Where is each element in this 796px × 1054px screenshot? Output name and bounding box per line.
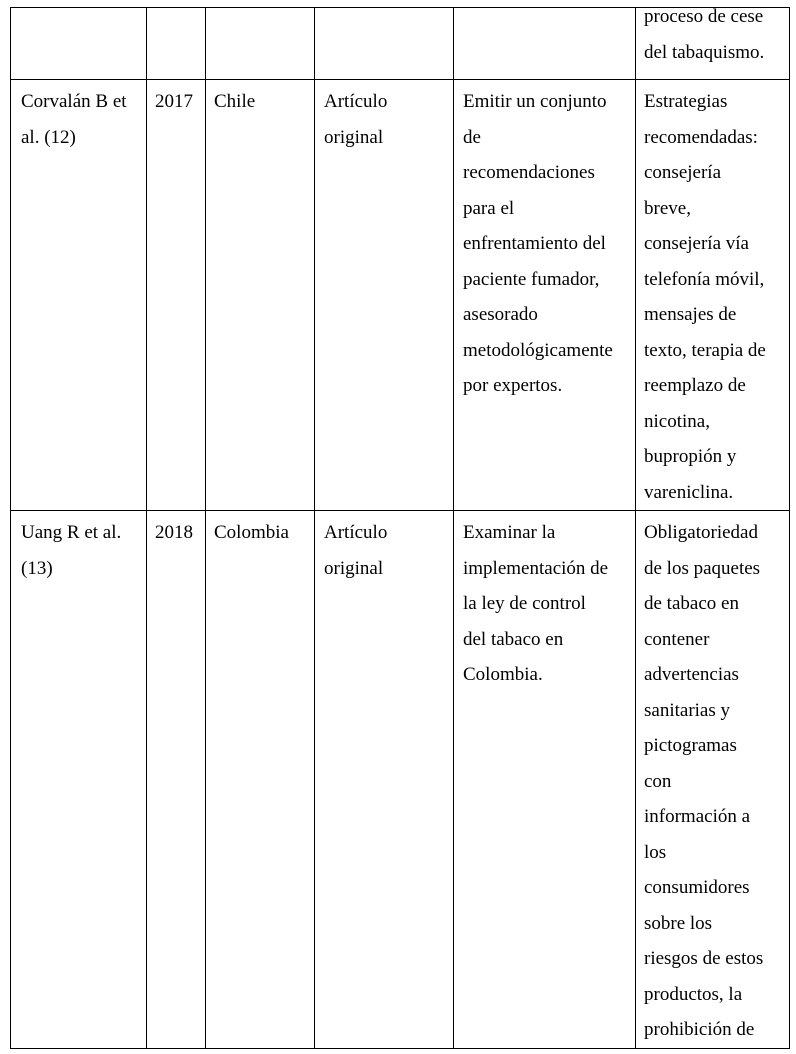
year-value: 2018: [155, 522, 193, 543]
objective-cell: [454, 8, 636, 80]
results-line: sobre los: [644, 912, 713, 934]
results-line: prohibición de: [644, 1019, 755, 1040]
objective-line: recomendaciones: [463, 162, 595, 183]
results-line: riesgos de estos: [644, 948, 764, 969]
results-line: breve,: [644, 197, 691, 219]
results-line: de tabaco en: [644, 593, 739, 614]
table-row: [11, 8, 790, 80]
study-type-cell: [315, 80, 454, 511]
objective-line: enfrentamiento del: [463, 233, 606, 254]
author-cell: [11, 8, 147, 80]
results-line: pictogramas: [644, 735, 737, 756]
table-row: [11, 80, 790, 511]
results-line: de los paquetes: [644, 557, 761, 579]
results-line: sanitarias y: [644, 699, 731, 721]
author-cell: [11, 80, 147, 511]
year-value: 2017: [155, 91, 193, 112]
year-cell: [147, 80, 206, 511]
objective-line: de: [463, 126, 481, 148]
results-line: telefonía móvil,: [644, 268, 765, 290]
author-cell: [11, 511, 147, 1049]
table-row: [11, 511, 790, 1049]
results-line: vareniclina.: [644, 481, 734, 503]
author-line: Corvalán B et: [21, 91, 127, 112]
year-cell: [147, 511, 206, 1049]
results-line: productos, la: [644, 983, 743, 1005]
author-line: Uang R et al.: [21, 522, 122, 543]
country-cell: [206, 8, 315, 80]
author-line: al. (12): [21, 126, 76, 148]
objective-line: del tabaco en: [463, 628, 564, 650]
literature-review-table: [10, 7, 790, 1049]
results-cell: [636, 511, 790, 1049]
objective-line: metodológicamente: [463, 339, 613, 361]
results-line: texto, terapia de: [644, 339, 766, 361]
year-cell: [147, 8, 206, 80]
results-cell: [636, 80, 790, 511]
results-line: consejería: [644, 162, 722, 183]
objective-line: Emitir un conjunto: [463, 91, 607, 112]
country-value: Colombia: [214, 522, 289, 543]
results-line: proceso de cese: [644, 7, 764, 27]
objective-line: Examinar la: [463, 522, 556, 543]
objective-line: implementación de: [463, 557, 609, 579]
results-line: nicotina,: [644, 410, 710, 432]
objective-cell: [454, 511, 636, 1049]
results-line: recomendadas:: [644, 126, 758, 148]
results-line: los: [644, 841, 667, 863]
results-line: del tabaquismo.: [644, 41, 765, 63]
results-line: con: [644, 770, 672, 792]
objective-line: paciente fumador,: [463, 268, 600, 290]
study-type-line: Artículo: [324, 91, 388, 112]
study-type-cell: [315, 511, 454, 1049]
results-line: mensajes de: [644, 304, 737, 325]
results-line: advertencias: [644, 664, 739, 685]
study-type-line: Artículo: [324, 522, 388, 543]
country-value: Chile: [214, 91, 256, 112]
results-line: consejería vía: [644, 233, 749, 254]
country-cell: [206, 80, 315, 511]
objective-line: Colombia.: [463, 664, 543, 685]
author-line: (13): [21, 557, 53, 579]
results-line: contener: [644, 628, 710, 650]
results-line: Obligatoriedad: [644, 522, 758, 543]
objective-line: para el: [463, 197, 515, 219]
objective-cell: [454, 80, 636, 511]
results-line: información a: [644, 806, 751, 827]
results-line: Estrategias: [644, 91, 728, 112]
study-type-line: original: [324, 126, 384, 148]
results-line: consumidores: [644, 877, 750, 898]
results-line: bupropión y: [644, 446, 737, 467]
objective-line: asesorado: [463, 304, 538, 325]
objective-line: la ley de control: [463, 593, 586, 614]
objective-line: por expertos.: [463, 375, 563, 396]
results-line: reemplazo de: [644, 375, 746, 396]
results-cell: [636, 8, 790, 80]
study-type-cell: [315, 8, 454, 80]
country-cell: [206, 511, 315, 1049]
study-type-line: original: [324, 557, 384, 579]
